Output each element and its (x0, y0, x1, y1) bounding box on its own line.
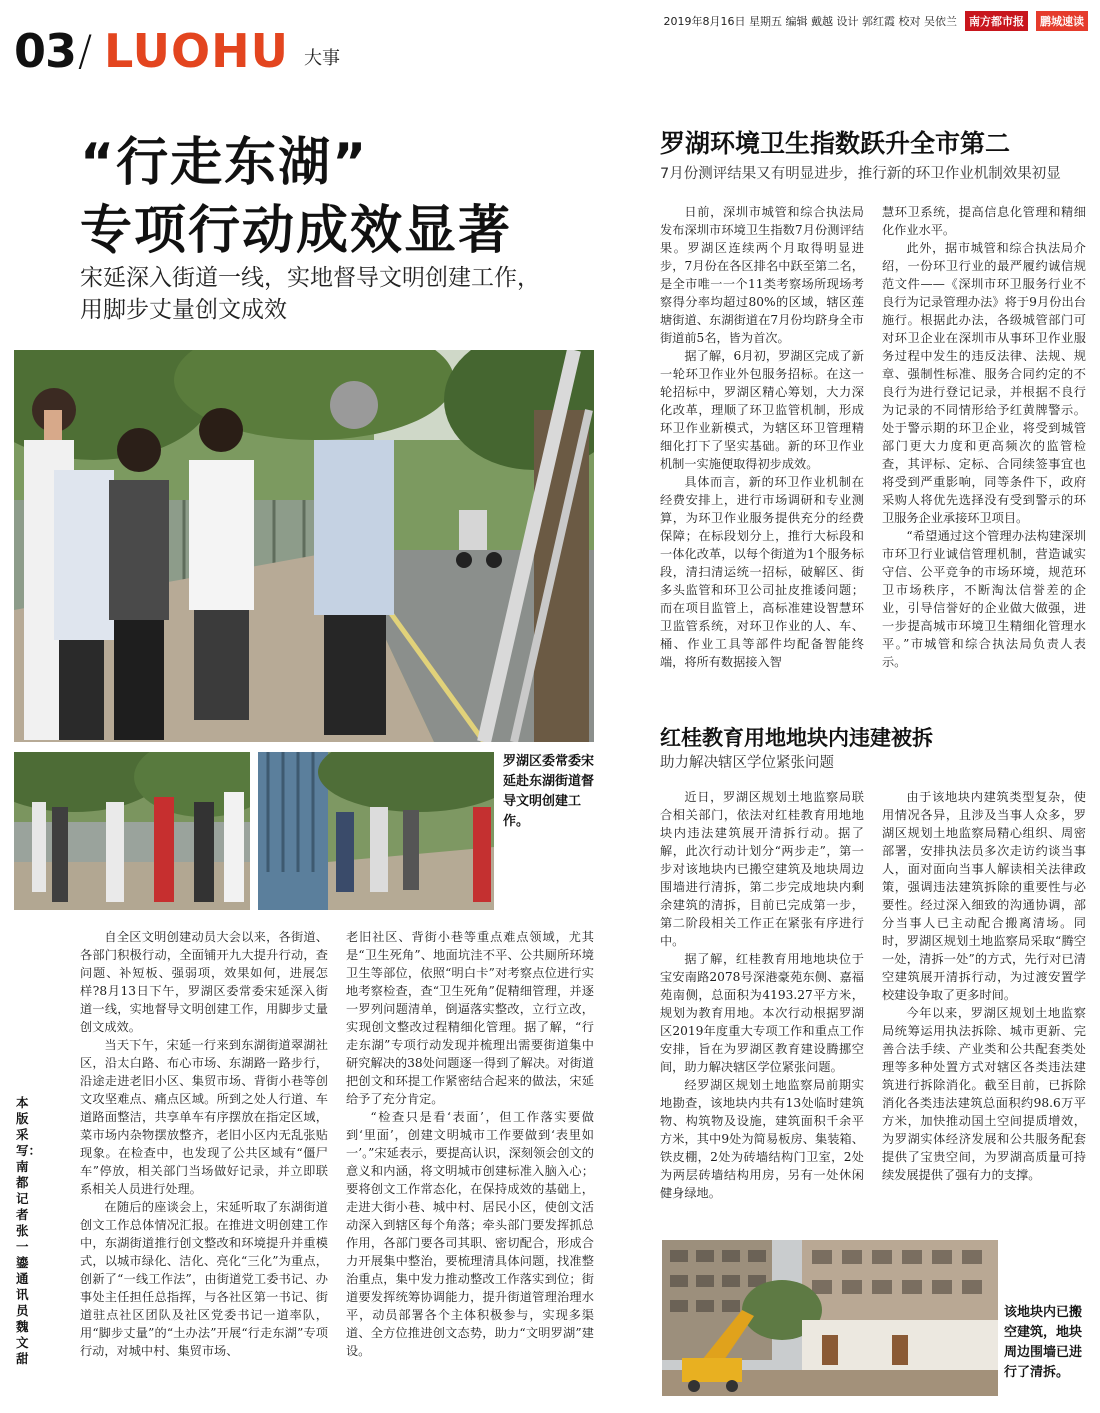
lead-deck: 宋延深入街道一线，实地督导文明创建工作，用脚步丈量创文成效 (80, 265, 540, 323)
date-editor-line: 2019年8月16日 星期五 编辑 戴越 设计 郭红霞 校对 吴依兰 (663, 15, 957, 28)
demolition-headline: 红桂教育用地地块内违建被拆 (660, 726, 933, 750)
newspaper-logo: 南方都市报 (965, 11, 1028, 31)
sanitation-deck: 7月份测评结果又有明显进步，推行新的环卫作业机制效果初显 (660, 166, 1061, 182)
paragraph: 今年以来，罗湖区规划土地监察局统筹运用执法拆除、城市更新、完善合法手续、产业类和公共配套类处理等多种处置方式对辖区各类违法建筑进行拆除消化。截至目前，已拆除消化各类违法建筑总面积约98.6万平方米，加快推动国土空间提质增效，为罗湖实体经济发展和公共服务配套提供了宝贵空间，为罗湖高质量可持续发展提供了强有力的支撑。 (882, 1006, 1086, 1182)
lead-headline-line-1: “行走东湖” (80, 133, 369, 193)
paragraph: 经罗湖区规划土地监察局前期实地勘查，该地块内共有13处临时建筑物、构筑物及设施，建筑面积千余平方米，其中9处为简易板房、集装箱、铁皮棚，2处为砖墙结构门卫室，2处为两层砖墙结构用房，另有一处休闲健身绿地。 (660, 1078, 864, 1200)
paragraph: 此外，据市城管和综合执法局介绍，一份环卫行业的最严履约诚信规范文件——《深圳市环卫服务行业不良行为记录管理办法》将于9月份出台施行。根据此办法，各级城管部门可对环卫企业在深圳市从事环卫作业服务过程中发生的违反法律、法规、规章、强制性标准、服务合同约定的不良行为进行登记记录，并根据不良行为记录的不同情形给予红黄牌警示。处于警示期的环卫企业，将受到城管部门更大力度和更高频次的监管检查，其评标、定标、合同续签事宜也将受到严重影响，同等条件下，政府采购人将优先选择没有受到警示的环卫服务企业承接环卫项目。 (882, 241, 1086, 525)
paragraph: 近日，罗湖区规划土地监察局联合相关部门，依法对红桂教育用地地块内违法建筑展开清拆行动。据了解，此次行动计划分“两步走”，第一步对该地块内已搬空建筑及地块周边围墙进行清拆，第二步完成地块内剩余建筑的清拆，目前已完成第一步，第二阶段相关工作正在紧张有序进行中。 (660, 790, 864, 948)
lead-headline-line-2: 专项行动成效显著 (80, 201, 513, 261)
demolition-deck: 助力解决辖区学位紧张问题 (660, 755, 834, 771)
sanitation-body-column-1 (660, 203, 864, 671)
paragraph: 据了解，红桂教育用地地块位于宝安南路2078号深港豪苑东侧、嘉福苑南侧，总面积为4193.27平方米，规划为教育用地。本次行动根据罗湖区2019年度重大专项工作和重点工作安排，旨在为罗湖区教育建设腾挪空间，助力解决辖区学位紧张问题。 (660, 952, 864, 1074)
demolition-body-column-2 (882, 788, 1086, 1184)
paragraph: 日前，深圳市城管和综合执法局发布深圳市环境卫生指数7月份测评结果。罗湖区连续两个月取得明显进步，7月份在各区排名中跃至第二名，是全市唯一一个11类考察场所现场考察得分率均超过80%的区域，辖区莲塘街道、东湖街道在7月份均跻身全市街道前5名，皆为首次。 (660, 205, 864, 345)
paragraph: 当天下午，宋延一行来到东湖街道翠湖社区，沿太白路、布心市场、东湖路一路步行，沿途走进老旧小区、集贸市场、背街小巷等创文攻坚难点、痛点区域。所到之处人行道、车道路面整洁，共享单车有序摆放在指定区域，菜市场内杂物摆放整齐，老旧小区内无乱张贴现象。在检查中，也发现了公共区域有“僵尸车”停放，相关部门当场做好记录，并立即联系相关人员进行处理。 (80, 1038, 328, 1196)
masthead-info (600, 10, 1100, 32)
page-number: 03 (14, 24, 77, 78)
paragraph: 自全区文明创建动员大会以来，各街道、各部门积极行动，全面铺开九大提升行动，查问题、补短板、强弱项，效果如何，进展怎样?8月13日下午，罗湖区委常委宋延深入街道一线，实地督导文明创建工作，用脚步丈量创文成效。 (80, 930, 328, 1034)
demolition-body-column-1 (660, 788, 864, 1202)
sanitation-headline: 罗湖环境卫生指数跃升全市第二 (660, 129, 1011, 158)
paragraph: 老旧社区、背街小巷等重点难点领域，尤其是“卫生死角”、地面坑洼不平、公共厕所环境卫生等部位，依照“明白卡”对考察点位进行实地考察检查，查“卫生死角”促精细管理，并逐一罗列问题清单，倒逼落实整改，立行立改，实现创文整改过程精细化管理。据了解，“行走东湖”专项行动发现并梳理出需要街道集中研究解决的38处问题逐一得到了解决。对街道把创文和环提工作紧密结合起来的做法，宋延给予了充分肯定。 (346, 930, 594, 1106)
lead-photo-caption: 罗湖区委常委宋延赴东湖街道督导文明创建工作。 (503, 754, 595, 829)
byline: 本版采写：南都记者 张一鎏 通讯员 魏文甜 (16, 1095, 42, 1366)
sanitation-body-column-2 (882, 203, 1086, 671)
inspection-photo-main (14, 350, 594, 742)
paragraph: 由于该地块内建筑类型复杂，使用情况各异，且涉及当事人众多，罗湖区规划土地监察局精心组织、周密部署，安排执法员多次走访约谈当事人，面对面向当事人解读相关法律政策，强调违法建筑拆除的重要性与必要性。经过深入细致的沟通协调，部分当事人已主动配合搬离清场。同时，罗湖区规划土地监察局采取“腾空一处，清拆一处”的方式，先行对已清空建筑展开清拆行动，为过渡安置学校建设争取了更多时间。 (882, 790, 1086, 1002)
demolition-photo-caption: 该地块内已搬空建筑，地块周边围墙已进行了清拆。 (1004, 1305, 1083, 1380)
paragraph: 慧环卫系统，提高信息化管理和精细化作业水平。 (882, 205, 1086, 237)
section-subtitle: 大事 (304, 48, 340, 69)
paragraph: “检查只是看‘表面’，但工作落实要做到‘里面’，创建文明城市工作要做到‘表里如一’。”宋延表示，要提高认识，深刻领会创文的意义和内涵，将文明城市创建标准入脑入心；要将创文工作常态化，在保持成效的基础上，走进大街小巷、城中村、居民小区，使创文活动深入到辖区每个角落；牵头部门要发挥抓总作用，各部门要各司其职、密切配合，形成合力开展集中整治，要梳理清具体问题，找准整治重点，集中发力推动整改工作落实到位；街道要发挥统筹协调能力，提升街道管理治理水平，动员部署各个主体积极参与，实现多渠道、全方位推进创文态势，助力“文明罗湖”建设。 (346, 1110, 594, 1358)
app-logo: 鹏城速读 (1036, 11, 1088, 31)
inspection-photo-3 (258, 752, 494, 910)
inspection-photo-2 (14, 752, 250, 910)
page-slash: / (78, 26, 93, 75)
lead-body-column-1 (80, 928, 328, 1360)
paragraph: “希望通过这个管理办法构建深圳市环卫行业诚信管理机制，营造诚实守信、公平竞争的市场环境，规范环卫市场秩序，不断淘汰信誉差的企业，引导信誉好的企业做大做强，进一步提高城市环境卫生精细化管理水平。”市城管和综合执法局负责人表示。 (882, 529, 1086, 669)
demolition-photo (662, 1240, 998, 1396)
paragraph: 具体而言，新的环卫作业机制在经费安排上，进行市场调研和专业测算，为环卫作业服务提供充分的经费保障；在标段划分上，推行大标段和一体化改革，以每个街道为1个服务标段，清扫清运统一招标，破解区、街多头监管和环卫公司扯皮推诿问题；而在项目监管上，高标准建设智慧环卫监管系统，对环卫作业的人、车、桶、作业工具等部件均配备智能终端，将所有数据接入智 (660, 475, 864, 669)
lead-body-column-2 (346, 928, 594, 1360)
paragraph: 据了解，6月初，罗湖区完成了新一轮环卫作业外包服务招标。在这一轮招标中，罗湖区精心筹划，大力深化改革，理顺了环卫监管机制，形成环卫作业新模式，为辖区环卫管理精细化打下了坚实基础。新的环卫作业机制一实施便取得初步成效。 (660, 349, 864, 471)
paragraph: 在随后的座谈会上，宋延听取了东湖街道创文工作总体情况汇报。在推进文明创建工作中，东湖街道推行创文整改和环境提升并重模式，以城市绿化、洁化、亮化“三化”为重点，创新了“一线工作法”，由街道党工委书记、办事处主任担任总指挥，与各社区第一书记、街道驻点社区团队及社区党委书记一道率队，用“脚步丈量”的“土办法”开展“行走东湖”专项行动，对城中村、集贸市场、 (80, 1200, 328, 1358)
section-name: LUOHU (104, 24, 289, 78)
